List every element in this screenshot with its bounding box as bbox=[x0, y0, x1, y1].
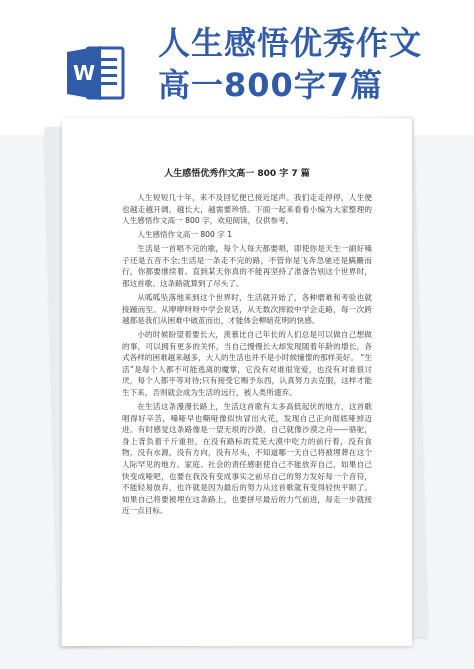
paragraph: 人生短短几十年，来不及回忆便已接近尾声。我们走走停停，人生便也越走越开阔，越长大，越需要珍惜。下面一起来看看小编为大家整理的人生感悟作文高一 800 字，欢迎阅读，仅供参考。 bbox=[122, 193, 372, 226]
document-page bbox=[62, 118, 412, 646]
word-document-icon bbox=[65, 42, 127, 104]
word-logo-letter: W bbox=[72, 61, 96, 85]
paragraph: 小的时候盼望着要长大，羡慕比自己年长的人们总是可以做自己想做的事，可以拥有更多的关怀，当自己慢慢长大却发现随着年龄的增长，各式各样的困难越来越多，大人的生活也并不是小时候憧憬的那样美好。 “生活”是每个人都不可能逃离的魔掌，它没有对谁很宠爱，也没有对谁很讨厌，每个人都平等对待;只有接受它赐予东西，认真努力去克服，这样才能生下来，否则就会成为生活的远行，被人类所遗弃。 bbox=[122, 330, 372, 398]
header-banner bbox=[0, 0, 474, 135]
paragraph: 在生活这条漫漫长路上，生活这首歌有太多高低起伏的地方，这首歌唱得好辛苦，嗓哑早也嘶哑像似快冒出火花，发现自己正向彻底哑掉迈进。有时感觉这条路像是一望无垠的沙漠，自己就像沙漠之舟——骆驼，身上背负着千斤重担，在没有路标的荒芜大漠中吃力的前行着，没有食物，没有水源，没有方向，没有尽头，不知道哪一天自己将被埋葬在这个人际罕见的地方。家庭、社会的责任感驱使自己不能放弃自己，如果自己快变成哑吧，也要在我没有变成事实之前尽自己的努力发好每一个音符，不能轻易放弃，也许就是因为最后的努力从这首歌就有变得轻快平顺了。 如果自己将要被埋在这条路上，也要拼尽最后的力气前进，每走一步就接近一点目标。 bbox=[122, 402, 372, 516]
paragraph: 从呱呱坠落地来到这个世界时，生活就开始了，各种磨难和考验也就接踵而至。从咿咿呀呀中学会说话，从无数次摔跤中学会走路，每一次跨越都是我们从困难中破茧而出，才能体会柳暗花明的快感。 bbox=[122, 292, 372, 326]
banner-title-line2: 高一800字7篇 bbox=[158, 66, 384, 104]
document-body bbox=[122, 192, 372, 519]
paragraph: 生活是一首唱不完的歌，每个人每天都要唱，即使你是天生一副好嗓子还是五音不全;生活是一条走不完的路，不管你是飞奔急驰还是蹒跚而行，你都要继续着。直到某天你真的不能再坚持了准备告别这个世界时，那这首歌、这条路就算到了尽头了。 bbox=[122, 244, 372, 288]
banner-title-line1: 人生感悟优秀作文 bbox=[158, 24, 423, 62]
paragraph: 人生感悟作文高一 800 字 1 bbox=[137, 230, 233, 240]
document-title: 人生感悟优秀作文高一 800 字 7 篇 bbox=[164, 169, 310, 179]
banner-title bbox=[158, 22, 458, 106]
